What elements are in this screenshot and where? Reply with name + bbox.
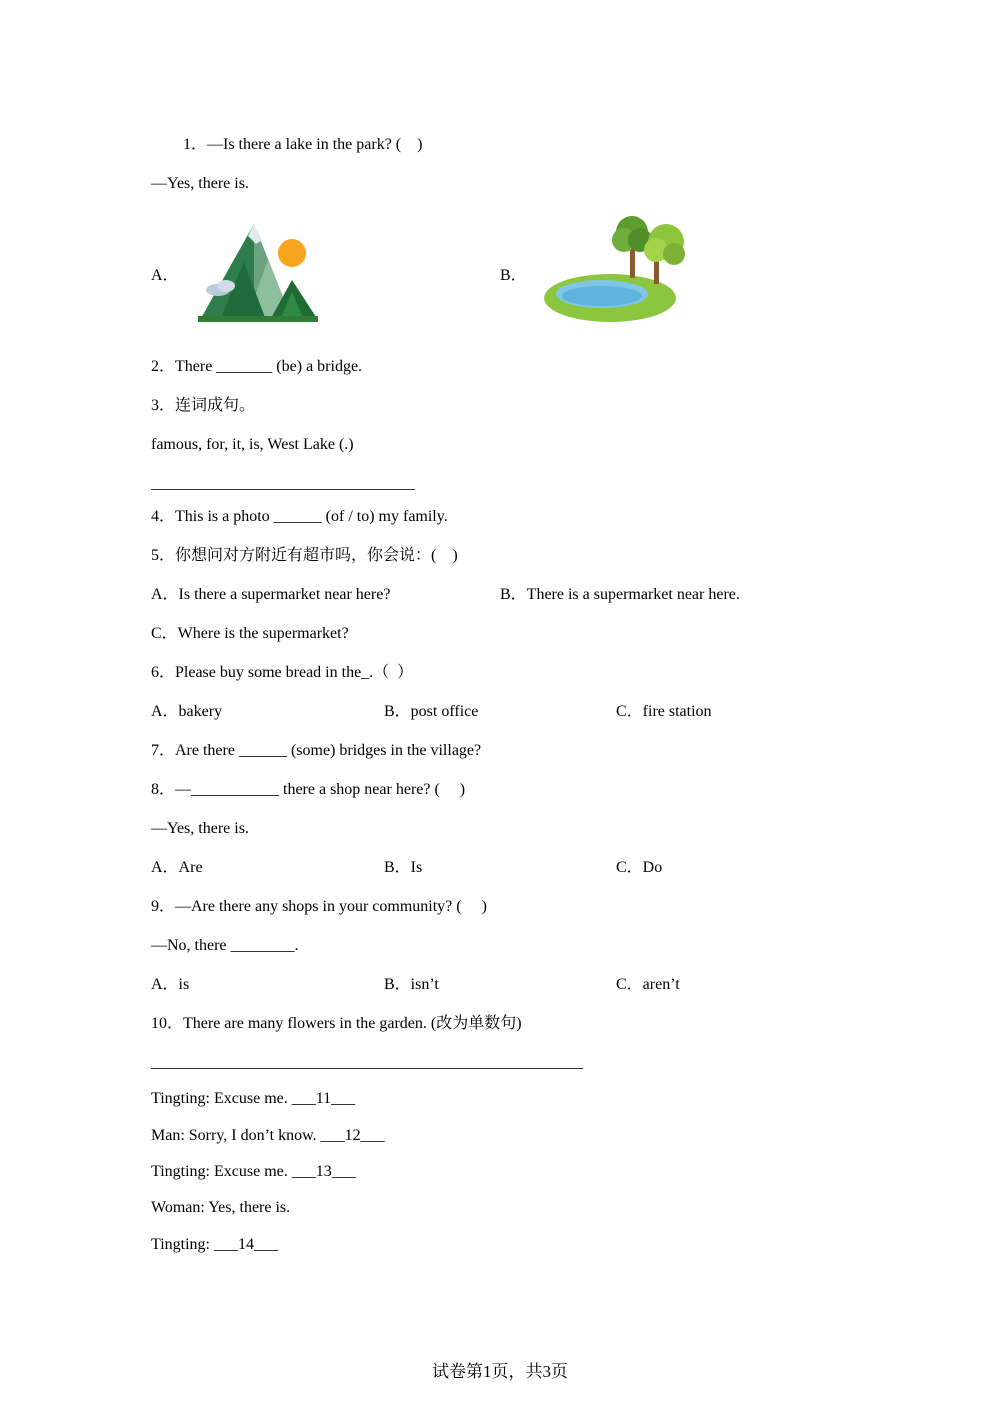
dialogue-line: Woman: Yes, there is. xyxy=(151,1199,291,1216)
q6-question: 6．Please buy some bread in the_.（ ） xyxy=(151,664,414,681)
q3-title: 3．连词成句。 xyxy=(151,397,256,414)
dialogue-line: Tingting: Excuse me. ___13___ xyxy=(151,1163,356,1180)
q1-answer-line: —Yes, there is. xyxy=(151,175,249,192)
lake-with-trees-icon xyxy=(542,210,694,324)
q2: 2．There _______ (be) a bridge. xyxy=(151,358,363,375)
q8-option-c: C．Do xyxy=(616,859,663,876)
page-footer: 试卷第1页，共3页 xyxy=(432,1362,568,1381)
q9-option-b: B．isn’t xyxy=(384,976,439,993)
q1-option-a-label: A． xyxy=(151,267,179,284)
dialogue-line: Tingting: ___14___ xyxy=(151,1236,278,1253)
mountains-icon xyxy=(196,220,320,322)
q6-option-a: A．bakery xyxy=(151,703,223,720)
q7: 7．Are there ______ (some) bridges in the village? xyxy=(151,742,482,759)
q9-option-a: A．is xyxy=(151,976,190,993)
q6-option-c: C．fire station xyxy=(616,703,712,720)
q3-answer-blank: _________________________________ xyxy=(151,475,415,492)
q5-question: 5．你想问对方附近有超市吗，你会说：( ) xyxy=(151,547,458,564)
q5-option-c: C．Where is the supermarket? xyxy=(151,625,349,642)
q8-option-b: B．Is xyxy=(384,859,423,876)
q8-answer-line: —Yes, there is. xyxy=(151,820,249,837)
q3-words: famous, for, it, is, West Lake (.) xyxy=(151,436,354,453)
q4: 4．This is a photo ______ (of / to) my family. xyxy=(151,508,448,525)
q10-answer-blank: ______________________________________________________ xyxy=(151,1054,583,1071)
dialogue-line: Man: Sorry, I don’t know. ___12___ xyxy=(151,1127,385,1144)
q1-question: 1．—Is there a lake in the park? ( ) xyxy=(183,136,423,153)
q5-option-b: B．There is a supermarket near here. xyxy=(500,586,740,603)
q5-option-a: A．Is there a supermarket near here? xyxy=(151,586,391,603)
dialogue-line: Tingting: Excuse me. ___11___ xyxy=(151,1090,356,1107)
q8-option-a: A．Are xyxy=(151,859,203,876)
q6-option-b: B．post office xyxy=(384,703,479,720)
q9-answer-line: —No, there ________. xyxy=(151,937,299,954)
q1-option-b-label: B． xyxy=(500,267,527,284)
q9-question: 9．—Are there any shops in your community? ( ) xyxy=(151,898,487,915)
q8-question: 8．—___________ there a shop near here? ( ) xyxy=(151,781,466,798)
q10-question: 10．There are many flowers in the garden. (改为单数句) xyxy=(151,1015,522,1032)
q9-option-c: C．aren’t xyxy=(616,976,680,993)
